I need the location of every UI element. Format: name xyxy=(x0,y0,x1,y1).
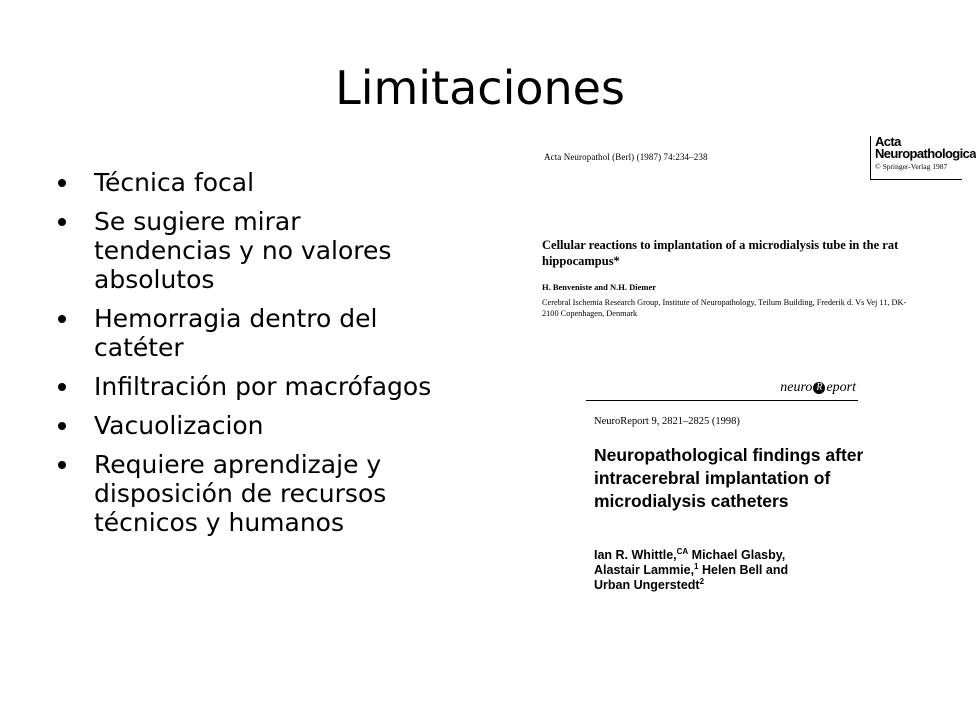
bullet-text: Técnica focal xyxy=(94,168,255,197)
bullet-text: Hemorragia dentro del catéter xyxy=(94,304,378,362)
brand-prefix: neuro xyxy=(780,380,813,395)
logo-line-neuropathologica: Neuropathologica xyxy=(875,146,976,161)
paper1-authors: H. Benveniste and N.H. Diemer xyxy=(542,282,657,292)
author-name: Michael Glasby, xyxy=(688,548,786,562)
paper2-authors xyxy=(594,548,870,593)
bullet-dot-icon xyxy=(58,179,66,187)
author-name: Helen Bell and xyxy=(698,563,789,577)
author-name: Alastair Lammie, xyxy=(594,563,695,577)
paper2-citation: NeuroReport 9, 2821–2825 (1998) xyxy=(594,416,740,427)
neuroreport-logo xyxy=(780,380,856,396)
logo-copyright: © Springer-Verlag 1987 xyxy=(875,162,948,171)
author-affiliation-mark: CA xyxy=(676,546,689,556)
bullet-dot-icon xyxy=(58,218,66,226)
bullet-item xyxy=(58,207,438,294)
author-name: Urban Ungerstedt xyxy=(594,578,700,592)
header-divider xyxy=(586,400,858,401)
bullet-text: Infiltración por macrófagos xyxy=(94,372,432,401)
neuroreport-clipping xyxy=(582,378,872,604)
bullet-dot-icon xyxy=(58,461,66,469)
paper1-title: Cellular reactions to implantation of a microdialysis tube in the rat hippocampus* xyxy=(542,238,899,268)
slide-title: Limitaciones xyxy=(335,61,625,115)
author-name: Ian R. Whittle, xyxy=(594,548,677,562)
bullet-text: Vacuolizacion xyxy=(94,411,264,440)
bullet-dot-icon xyxy=(58,383,66,391)
bullet-item xyxy=(58,304,438,362)
author-affiliation-mark: 1 xyxy=(694,561,699,571)
bullet-text: Se sugiere mirar tendencias y no valores absolutos xyxy=(94,207,392,294)
bullet-text: Requiere aprendizaje y disposición de recursos técnicos y humanos xyxy=(94,450,387,537)
paper2-title: Neuropathological findings after intracerebral implantation of microdialysis catheters xyxy=(594,445,864,511)
acta-neuropathologica-clipping xyxy=(530,132,976,332)
bullet-item xyxy=(58,450,438,537)
acta-neuropathologica-logo xyxy=(870,134,976,180)
brand-suffix: eport xyxy=(826,380,856,395)
brand-mark-icon: R xyxy=(813,382,825,394)
paper1-citation: Acta Neuropathol (Berl) (1987) 74:234–238 xyxy=(544,152,708,162)
bullet-item xyxy=(58,168,438,197)
bullet-item xyxy=(58,372,438,401)
bullet-dot-icon xyxy=(58,315,66,323)
author-affiliation-mark: 2 xyxy=(699,576,705,586)
logo-line-acta: Acta xyxy=(875,134,901,149)
bullet-list xyxy=(58,168,438,547)
paper1-affiliation: Cerebral Ischemia Research Group, Institute of Neuropathology, Teilum Building, Frederik d. Vs Vej 11, DK-2100 Copenhagen, Denmark xyxy=(542,298,907,318)
bullet-dot-icon xyxy=(58,422,66,430)
bullet-item xyxy=(58,411,438,440)
